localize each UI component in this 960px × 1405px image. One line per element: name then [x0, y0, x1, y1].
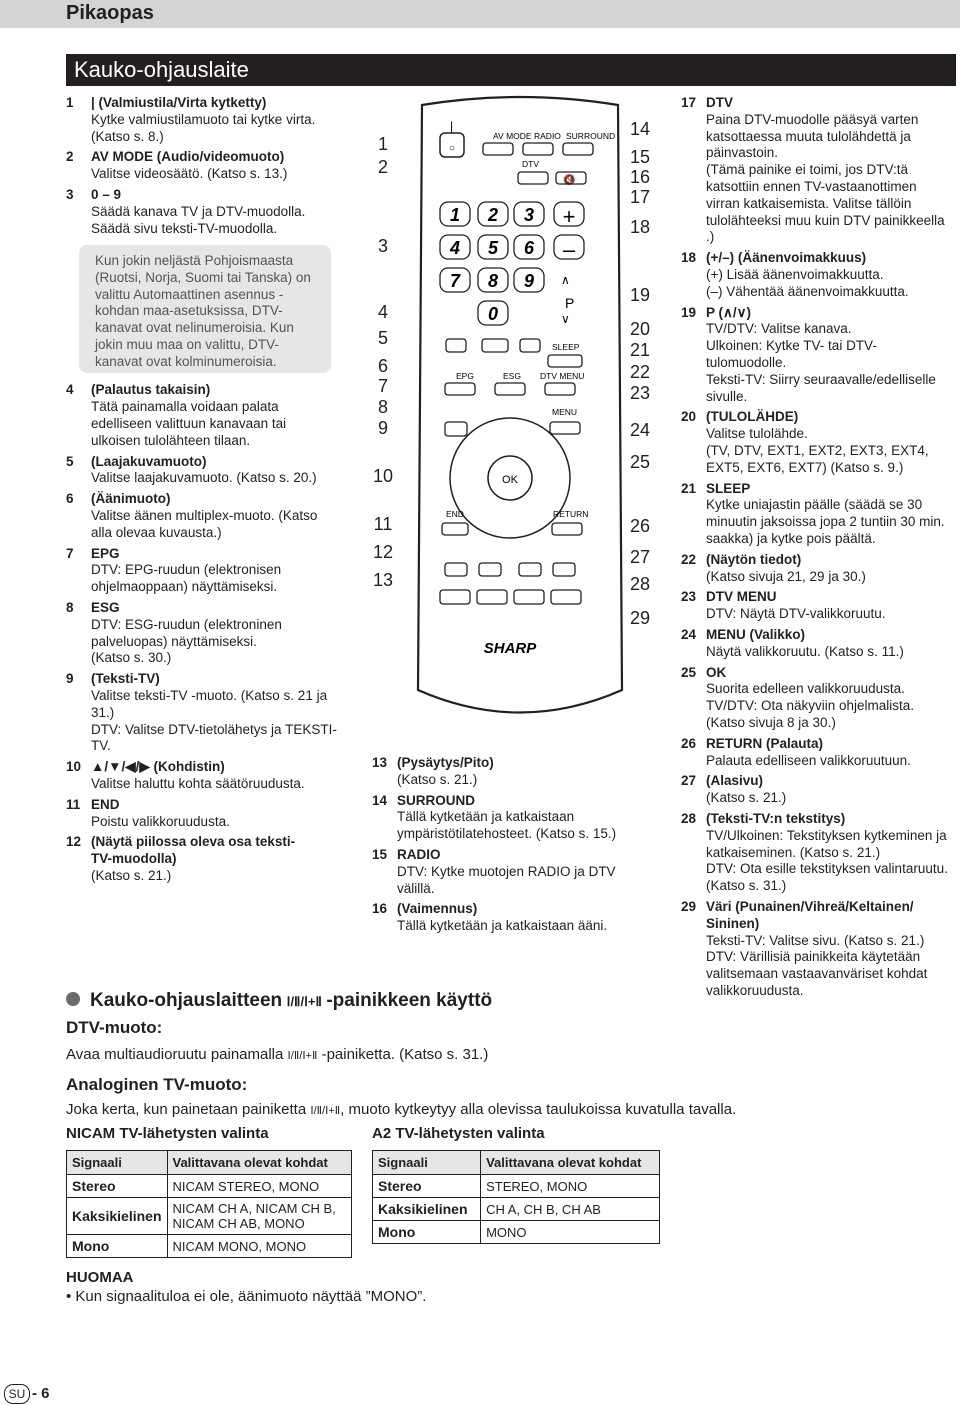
table-row [373, 1198, 660, 1221]
item-21 [681, 481, 960, 548]
item-line: Teksti-TV: Siirry seuraavalle/edelliselle [706, 371, 936, 387]
item-line: Kytke uniajastin päälle (säädä se 30 [706, 497, 923, 513]
item-title: (TULOLÄHDE) [706, 409, 799, 425]
digit-label: 6 [523, 238, 535, 258]
item-24 [681, 627, 960, 661]
item-line: Teksti-TV: Valitse sivu. (Katso s. 21.) [706, 932, 925, 948]
note-text: Kun jokin neljästä Pohjoismaasta (Ruotsi, Norja, Suomi tai Tanska) on valittu Automaattinen asennus -kohdan maa-asetuksissa, DTV-kanavat ovat nelinumeroisia. Kun jokin muu maa on valittu, DTV-kanavat ovat kolminumeroisia. [95, 253, 311, 369]
item-line: palveluopas) näyttämiseksi. [91, 633, 257, 649]
options-cell: STEREO, MONO [481, 1175, 660, 1198]
table-row [67, 1175, 352, 1198]
item-title: DTV MENU [706, 589, 777, 605]
item-25 [681, 665, 960, 732]
callout-2: 2 [377, 157, 389, 177]
item-line: TV/DTV: Ota näkyviin ohjelmalista. [706, 698, 915, 714]
table-row [67, 1235, 352, 1258]
item-number: 2 [66, 149, 74, 165]
nicam-table [66, 1150, 352, 1258]
item-line: (Tämä painike ei toimi, jos DTV:tä [706, 162, 909, 178]
brand-logo: SHARP [483, 640, 537, 657]
item-number: 4 [66, 382, 74, 398]
item-number: 11 [66, 796, 81, 812]
a2-table [372, 1150, 660, 1244]
mute-icon: 🔇 [563, 175, 576, 186]
item-line: DTV: EPG-ruudun (elektronisen [91, 562, 282, 578]
signal-cell: Mono [373, 1221, 481, 1244]
item-line: TV. [91, 738, 111, 754]
item-number: 8 [66, 600, 74, 615]
table-header: Signaali [373, 1151, 481, 1175]
item-title: EPG [91, 545, 120, 561]
callout-14: 14 [629, 119, 651, 139]
item-29 [681, 899, 960, 1000]
callout-22: 22 [629, 362, 651, 382]
item-title: ESG [91, 600, 120, 615]
volume-up-icon: + [562, 204, 576, 229]
item-line: DTV: Värillisiä painikkeita käytetään [706, 949, 921, 965]
item-20 [681, 409, 960, 476]
ok-label: OK [502, 474, 518, 486]
analog-mode-text: Joka kerta, kun painetaan painiketta Ⅰ/Ⅱ/Ⅰ+Ⅱ, muoto kytkeytyy alla olevissa taulukoissa kuvatulla tavalla. [66, 1101, 737, 1118]
item-line: välillä. [397, 880, 435, 896]
options-cell: NICAM CH A, NICAM CH B, NICAM CH AB, MONO [167, 1198, 352, 1235]
return-label: RETURN [553, 509, 589, 519]
sound-mode-icon: Ⅰ/Ⅱ/Ⅰ+Ⅱ [310, 1105, 341, 1117]
item-line: Poistu valikkoruudusta. [91, 813, 230, 829]
huomaa-heading: HUOMAA [66, 1269, 134, 1286]
callout-28: 28 [629, 574, 651, 594]
usage-heading: Kauko-ohjauslaitteen Ⅰ/Ⅱ/Ⅰ+Ⅱ -painikkeen käyttö [90, 990, 493, 1011]
item-number: 1 [66, 95, 74, 110]
item-28 [681, 811, 960, 895]
esg-label: ESG [503, 371, 521, 381]
item-number: 19 [681, 304, 697, 320]
item-title: SURROUND [397, 792, 476, 808]
item-title-cont: Sininen) [706, 915, 760, 931]
item-26 [681, 736, 960, 770]
item-title: (Vaimennus) [397, 901, 478, 917]
item-line: Valitse äänen multiplex-muoto. (Katso [91, 507, 318, 523]
item-line: päinvastoin. [706, 145, 779, 161]
item-line: saakka) ja kytke pois päältä. [706, 530, 876, 546]
epg-label: EPG [456, 371, 474, 381]
item-line: sivulle. [706, 388, 748, 404]
item-number: 18 [681, 250, 697, 266]
digit-label: 8 [487, 271, 499, 291]
table-header: Valittavana olevat kohdat [167, 1151, 352, 1175]
note-box [79, 245, 331, 373]
section-title: Kauko-ohjauslaite [74, 57, 249, 82]
callout-1: 1 [377, 134, 389, 154]
item-number: 22 [681, 551, 697, 567]
remote-control-illustration [360, 95, 680, 730]
item-number: 15 [372, 847, 388, 862]
callout-21: 21 [629, 340, 651, 360]
item-line: ohjelmaoppaan) näyttämiseksi. [91, 579, 278, 595]
item-title: AV MODE (Audio/videomuoto) [91, 149, 285, 165]
callout-18: 18 [629, 217, 651, 237]
item-title: (Äänimuoto) [91, 491, 171, 507]
item-line: ympäristötilatehosteet. (Katso s. 15.) [397, 826, 617, 842]
item-line: Suorita edelleen valikkoruudusta. [706, 681, 905, 697]
item-title: (Teksti-TV) [91, 671, 160, 687]
a2-table-title: A2 TV-lähetysten valinta [372, 1125, 545, 1142]
item-line: Tällä kytketään ja katkaistaan [397, 809, 575, 825]
av-mode-label: AV MODE [493, 131, 532, 141]
digit-label: 4 [449, 238, 461, 258]
callout-13: 13 [372, 570, 394, 590]
signal-cell: Kaksikielinen [67, 1198, 168, 1235]
item-line: Säädä sivu teksti-TV-muodolla. [91, 220, 278, 236]
page-header-bar [0, 0, 960, 28]
item-line: valikkoruudusta. [706, 982, 804, 998]
item-number: 23 [681, 589, 697, 605]
item-number: 7 [66, 545, 74, 561]
item-15 [372, 847, 672, 897]
sleep-label: SLEEP [552, 342, 580, 352]
table-header: Signaali [67, 1151, 168, 1175]
item-number: 24 [681, 627, 697, 642]
callout-9: 9 [377, 418, 389, 438]
item-number: 12 [66, 834, 82, 850]
digit-label: 9 [523, 271, 535, 291]
item-title: (Pysäytys/Pito) [397, 755, 494, 770]
sound-mode-icon: Ⅰ/Ⅱ/Ⅰ+Ⅱ [287, 1050, 318, 1062]
language-badge: SU [4, 1384, 30, 1404]
huomaa-text: • Kun signaalituloa ei ole, äänimuoto näyttää ”MONO”. [66, 1288, 427, 1305]
callout-24: 24 [629, 420, 651, 440]
callout-11: 11 [373, 514, 393, 534]
dtv-menu-label: DTV MENU [540, 371, 585, 381]
power-icon: ○ [448, 143, 456, 154]
item-19 [681, 305, 960, 406]
callout-8: 8 [377, 397, 389, 417]
item-line: Paina DTV-muodolle pääsyä varten [706, 111, 919, 127]
item-number: 25 [681, 664, 697, 680]
item-11 [66, 797, 356, 831]
item-number: 26 [681, 735, 697, 751]
callout-20: 20 [629, 319, 651, 339]
options-cell: NICAM STEREO, MONO [167, 1175, 352, 1198]
item-line: 31.) [91, 704, 115, 720]
item-14 [372, 793, 672, 843]
callout-5: 5 [377, 328, 389, 348]
menu-label: MENU [552, 407, 578, 417]
item-line: Palauta edelliseen valikkoruutuun. [706, 752, 911, 768]
item-title: (Teksti-TV:n tekstitys) [706, 811, 846, 826]
item-line: Tällä kytketään ja katkaistaan ääni. [397, 918, 608, 934]
item-3 [66, 187, 356, 237]
item-line: tulolähteeksi muu kuin DTV painikkeella [706, 212, 945, 228]
section-title-bar [66, 54, 956, 86]
item-9 [66, 671, 356, 755]
item-line: (Katso s. 30.) [91, 650, 172, 666]
callout-12: 12 [372, 542, 394, 562]
callout-7: 7 [377, 376, 389, 396]
item-title: (Laajakuvamuoto) [91, 453, 207, 469]
signal-cell: Stereo [373, 1175, 481, 1198]
table-header: Valittavana olevat kohdat [481, 1151, 660, 1175]
item-number: 3 [66, 187, 74, 202]
item-23 [681, 589, 960, 623]
options-cell: MONO [481, 1221, 660, 1244]
item-line: DTV: Ota esille tekstityksen valintaruutu. [706, 861, 948, 877]
item-number: 5 [66, 453, 74, 469]
item-title: Väri (Punainen/Vihreä/Keltainen/ [706, 899, 914, 914]
digit-label: 1 [449, 205, 461, 225]
signal-cell: Kaksikielinen [373, 1198, 481, 1221]
item-line: EXT5, EXT6, EXT7) (Katso s. 9.) [706, 459, 904, 475]
callout-26: 26 [629, 516, 651, 536]
item-5 [66, 454, 356, 488]
signal-cell: Stereo [67, 1175, 168, 1198]
item-line: TV/DTV: Valitse kanava. [706, 321, 852, 337]
item-line: Valitse tulolähde. [706, 426, 808, 442]
item-line: valitsemaan vastaavanväriset kohdat [706, 966, 928, 982]
item-line: Ulkoinen: Kytke TV- tai DTV- [706, 338, 877, 354]
callout-4: 4 [377, 302, 389, 322]
item-title: 0 – 9 [91, 187, 122, 202]
item-line: katkaiseminen. (Katso s. 21.) [706, 844, 881, 860]
item-title: RADIO [397, 847, 441, 862]
analog-mode-heading: Analoginen TV-muoto: [66, 1075, 248, 1094]
item-10 [66, 759, 356, 793]
item-line: virran katkaisemista. Valitse tällöin [706, 195, 912, 211]
item-line: (–) Vähentää äänenvoimakkuutta. [706, 283, 909, 299]
item-line: DTV: ESG-ruudun (elektroninen [91, 616, 282, 632]
callout-10: 10 [372, 466, 394, 486]
p-label: P [565, 295, 575, 311]
item-title: MENU (Valikko) [706, 627, 806, 642]
signal-cell: Mono [67, 1235, 168, 1258]
item-title: END [91, 796, 120, 812]
item-line: (Katso s. 21.) [706, 790, 787, 806]
item-8 [66, 600, 356, 667]
item-line: (Katso s. 31.) [706, 878, 787, 894]
surround-label: SURROUND [566, 131, 616, 141]
nicam-table-title: NICAM TV-lähetysten valinta [66, 1125, 269, 1142]
item-line: Valitse teksti-TV -muoto. (Katso s. 21 ja [91, 687, 328, 703]
item-line: Tätä painamalla voidaan palata [91, 399, 279, 415]
item-line: katsottaessa muuta tulolähdettä ja [706, 128, 911, 144]
item-title-cont: TV-muodolla) [91, 851, 177, 867]
digit-label: 7 [449, 271, 461, 291]
item-number: 9 [66, 671, 74, 687]
item-title: (Näytä piilossa oleva osa teksti- [91, 834, 296, 850]
item-line: DTV: Näytä DTV-valikkoruutu. [706, 606, 886, 622]
item-number: 16 [372, 901, 388, 917]
dtv-label: DTV [522, 159, 539, 169]
item-line: (Katso s. 21.) [397, 771, 478, 787]
item-2 [66, 149, 356, 183]
item-number: 13 [372, 755, 388, 770]
item-1 [66, 95, 356, 145]
item-number: 29 [681, 899, 697, 914]
item-18 [681, 250, 960, 300]
item-4 [66, 382, 356, 449]
callout-19: 19 [629, 285, 651, 305]
item-number: 10 [66, 759, 82, 775]
sound-mode-icon: Ⅰ/Ⅱ/Ⅰ+Ⅱ [286, 994, 322, 1009]
item-title: SLEEP [706, 480, 751, 496]
callout-25: 25 [629, 452, 651, 472]
item-title: (+/–) (Äänenvoimakkuus) [706, 250, 867, 266]
item-number: 28 [681, 811, 697, 826]
dtv-mode-heading: DTV-muoto: [66, 1018, 163, 1037]
table-row [67, 1198, 352, 1235]
item-number: 21 [681, 480, 697, 496]
callout-27: 27 [629, 547, 651, 567]
item-13 [372, 755, 672, 789]
svg-text:|: | [450, 119, 454, 133]
bullet-icon [66, 992, 80, 1006]
options-cell: CH A, CH B, CH AB [481, 1198, 660, 1221]
item-16 [372, 901, 672, 935]
p-down-icon: ∨ [561, 312, 570, 326]
item-22 [681, 552, 960, 586]
item-line: katsottiin ennen TV-vastaanottimen [706, 178, 917, 194]
options-cell: NICAM MONO, MONO [167, 1235, 352, 1258]
item-line: edelliseen valittuun kanavaan tai [91, 415, 287, 431]
item-line: ulkoisen tulolähteen tilaan. [91, 432, 251, 448]
item-line: (TV, DTV, EXT1, EXT2, EXT3, EXT4, [706, 442, 929, 458]
item-line: Säädä kanava TV ja DTV-muodolla. [91, 203, 306, 219]
item-line: Kytke valmiustilamuoto tai kytke virta. [91, 111, 316, 127]
callout-17: 17 [629, 187, 651, 207]
item-27 [681, 773, 960, 807]
p-up-icon: ∧ [561, 273, 570, 287]
item-number: 27 [681, 773, 697, 789]
digit-label: 0 [487, 304, 499, 324]
callout-16: 16 [629, 167, 651, 187]
item-number: 17 [681, 95, 697, 110]
item-7 [66, 546, 356, 596]
item-title: OK [706, 664, 727, 680]
item-title: (Palautus takaisin) [91, 382, 211, 398]
item-title: RETURN (Palauta) [706, 735, 824, 751]
item-number: 20 [681, 409, 697, 425]
dtv-mode-text: Avaa multiaudioruutu painamalla Ⅰ/Ⅱ/Ⅰ+Ⅱ -painiketta. (Katso s. 31.) [66, 1046, 489, 1063]
item-6 [66, 491, 356, 541]
item-title: DTV [706, 95, 733, 110]
item-title: | (Valmiustila/Virta kytketty) [91, 95, 267, 110]
item-number: 14 [372, 792, 388, 808]
item-line: DTV: Valitse DTV-tietolähetys ja TEKSTI- [91, 721, 337, 737]
callout-23: 23 [629, 383, 651, 403]
item-title: P (∧/∨) [706, 304, 752, 320]
item-line: (Katso s. 8.) [91, 128, 164, 144]
item-line: alla olevaa kuvausta.) [91, 524, 222, 540]
digit-label: 5 [487, 238, 499, 258]
table-row [373, 1175, 660, 1198]
item-line: Valitse haluttu kohta säätöruudusta. [91, 775, 305, 791]
page-number: - 6 [32, 1385, 50, 1402]
callout-6: 6 [377, 356, 389, 376]
callout-29: 29 [629, 608, 651, 628]
item-line: (Katso sivuja 21, 29 ja 30.) [706, 568, 866, 584]
item-line: minuutin jaksoissa jopa 2 tuntiin 30 min. [706, 514, 945, 530]
item-line: Näytä valikkoruutu. (Katso s. 11.) [706, 643, 904, 659]
callout-3: 3 [377, 236, 389, 256]
item-title: (Näytön tiedot) [706, 551, 802, 567]
page-header-title: Pikaopas [66, 2, 154, 24]
item-line: (Katso sivuja 8 ja 30.) [706, 714, 836, 730]
item-line: (+) Lisää äänenvoimakkuutta. [706, 266, 884, 282]
end-label: END [446, 509, 464, 519]
item-line: Valitse laajakuvamuoto. (Katso s. 20.) [91, 470, 317, 486]
item-line: .) [706, 229, 715, 245]
callout-15: 15 [629, 147, 651, 167]
item-12 [66, 834, 356, 884]
item-17 [681, 95, 960, 246]
item-number: 6 [66, 491, 74, 507]
item-title: ▲/▼/◀/▶ (Kohdistin) [91, 759, 225, 775]
digit-label: 2 [487, 205, 499, 225]
item-line: TV/Ulkoinen: Tekstityksen kytkeminen ja [706, 827, 947, 843]
item-line: DTV: Kytke muotojen RADIO ja DTV [397, 863, 616, 879]
item-line: tulomuodolle. [706, 354, 787, 370]
item-title: (Alasivu) [706, 773, 764, 789]
digit-label: 3 [523, 205, 535, 225]
item-line: (Katso s. 21.) [91, 867, 172, 883]
table-row [373, 1221, 660, 1244]
volume-down-icon: – [562, 237, 576, 262]
item-line: Valitse videosäätö. (Katso s. 13.) [91, 166, 288, 182]
radio-label: RADIO [534, 131, 561, 141]
